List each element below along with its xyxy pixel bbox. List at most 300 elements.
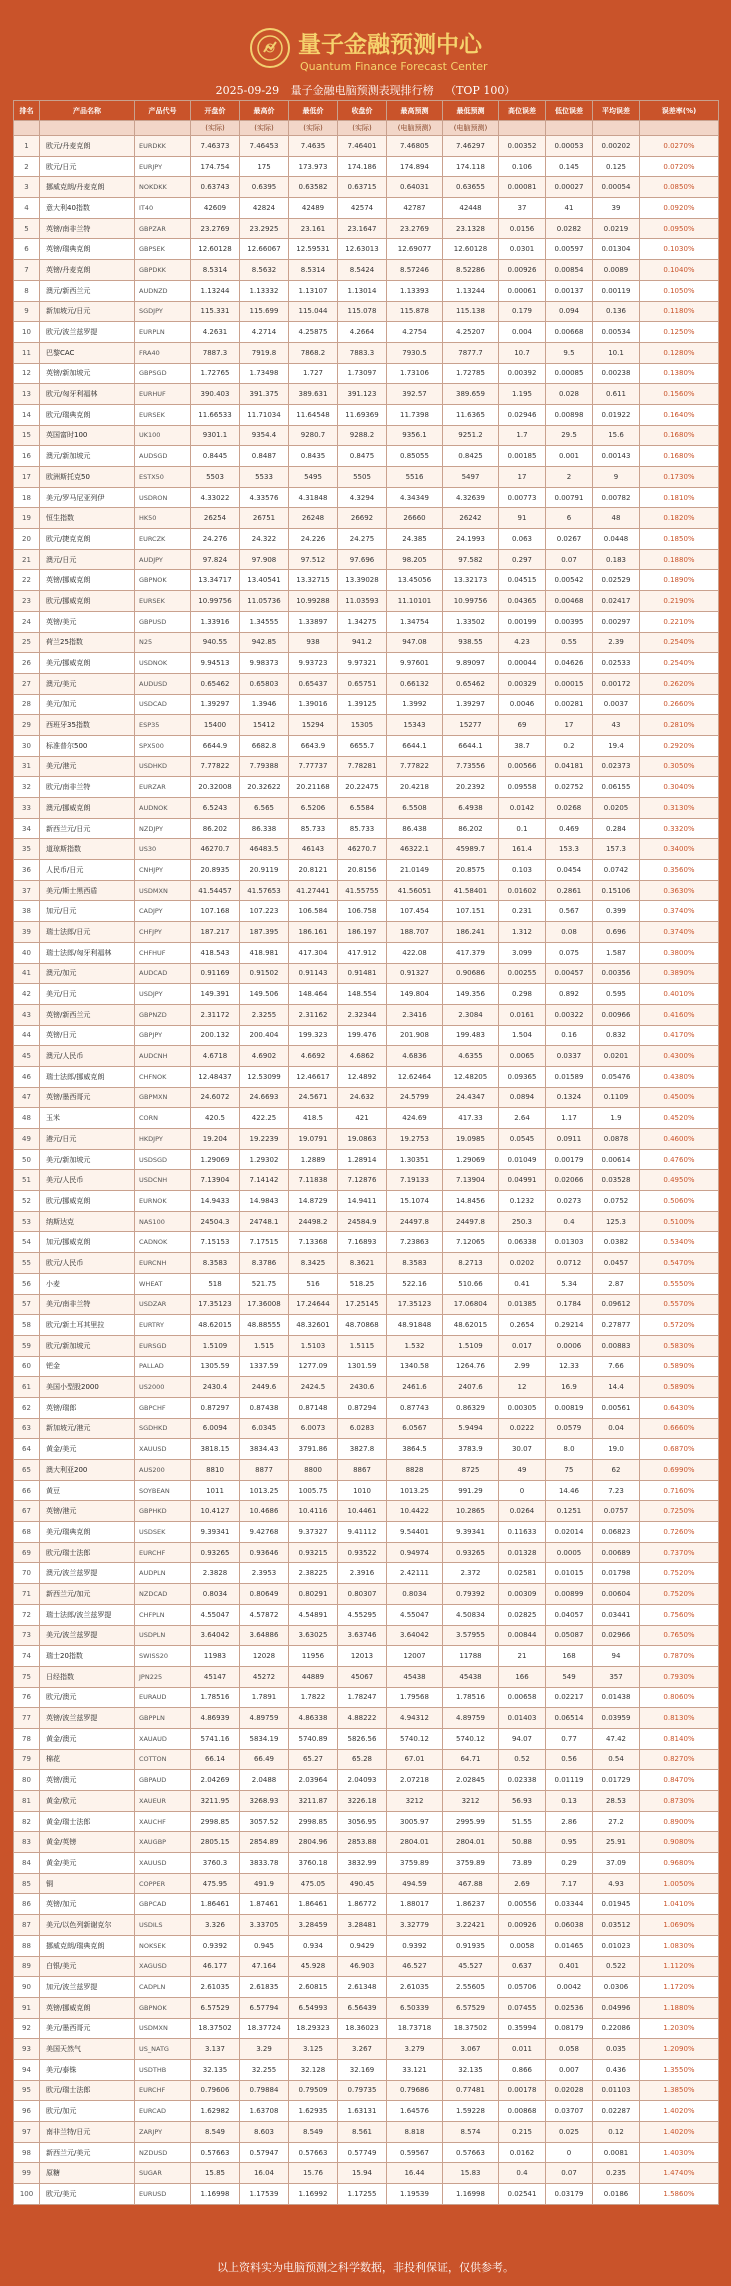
table-cell: 0.5890% xyxy=(640,1377,719,1398)
table-cell: 0.611 xyxy=(593,384,640,405)
table-cell: 2.38225 xyxy=(289,1563,338,1584)
table-cell: 49 xyxy=(499,1460,546,1481)
table-cell: ESP35 xyxy=(135,715,191,736)
table-cell: 0.945 xyxy=(240,1935,289,1956)
table-row xyxy=(14,1377,719,1398)
table-cell: 0.6660% xyxy=(640,1418,719,1439)
table-cell: 27.2 xyxy=(593,1811,640,1832)
table-cell: 0.00085 xyxy=(546,363,593,384)
table-cell: 24.1993 xyxy=(443,529,499,550)
table-cell: 0.52 xyxy=(499,1749,546,1770)
table-cell: NZDJPY xyxy=(135,818,191,839)
column-header: 高位误差 xyxy=(499,101,546,121)
table-cell: 6.0345 xyxy=(240,1418,289,1439)
table-cell: 14.9411 xyxy=(338,1191,387,1212)
table-cell: 0.63715 xyxy=(338,177,387,198)
table-cell: 20.22475 xyxy=(338,777,387,798)
table-cell: 0.87438 xyxy=(240,1397,289,1418)
table-cell: 64 xyxy=(14,1439,40,1460)
table-cell: EURSEK xyxy=(135,404,191,425)
table-cell: 0.3560% xyxy=(640,860,719,881)
table-cell: 瑞士20指数 xyxy=(40,1646,135,1667)
brand-name-cn: 量子金融预测中心 xyxy=(298,31,482,58)
table-cell: 65 xyxy=(14,1460,40,1481)
table-cell: 4.32639 xyxy=(443,487,499,508)
table-cell: 美国小型股2000 xyxy=(40,1377,135,1398)
table-cell: 95 xyxy=(14,2080,40,2101)
table-cell: 2804.96 xyxy=(289,1832,338,1853)
table-cell: 0.934 xyxy=(289,1935,338,1956)
table-cell: 0.595 xyxy=(593,984,640,1005)
table-cell: 28.53 xyxy=(593,1791,640,1812)
table-row xyxy=(14,694,719,715)
table-body xyxy=(14,136,719,2205)
table-cell: 港元/日元 xyxy=(40,1129,135,1150)
table-cell: 5741.16 xyxy=(191,1728,240,1749)
table-cell: 199.483 xyxy=(443,1025,499,1046)
table-cell: 0.7560% xyxy=(640,1604,719,1625)
table-row xyxy=(14,1273,719,1294)
table-cell: 46483.5 xyxy=(240,839,289,860)
table-cell: 2430.6 xyxy=(338,1377,387,1398)
table-cell: USDJPY xyxy=(135,984,191,1005)
table-cell: 475.95 xyxy=(191,1873,240,1894)
table-cell: 6 xyxy=(546,508,593,529)
table-cell: 瑞士法郎/匈牙利福林 xyxy=(40,942,135,963)
table-cell: 1.62982 xyxy=(191,2101,240,2122)
table-cell: 0.00322 xyxy=(546,1004,593,1025)
table-cell: 纳斯达克 xyxy=(40,1211,135,1232)
table-cell: 0.637 xyxy=(499,1956,546,1977)
table-cell: 149.804 xyxy=(387,984,443,1005)
table-cell: 0.0337 xyxy=(546,1046,593,1067)
table-cell: 2430.4 xyxy=(191,1377,240,1398)
table-cell: 24497.8 xyxy=(443,1211,499,1232)
table-cell: 0.0850% xyxy=(640,177,719,198)
table-cell: 0.63582 xyxy=(289,177,338,198)
table-cell: 26751 xyxy=(240,508,289,529)
table-cell: 0.2920% xyxy=(640,735,719,756)
table-cell: 0.00658 xyxy=(499,1687,546,1708)
table-cell: 0.00556 xyxy=(499,1894,546,1915)
table-cell: 0.9429 xyxy=(338,1935,387,1956)
table-cell: 0.01304 xyxy=(593,239,640,260)
table-row xyxy=(14,901,719,922)
table-row xyxy=(14,280,719,301)
table-cell: 161.4 xyxy=(499,839,546,860)
table-row xyxy=(14,1956,719,1977)
table-cell: 1.13107 xyxy=(289,280,338,301)
table-cell: 15.1074 xyxy=(387,1191,443,1212)
table-cell: 38.7 xyxy=(499,735,546,756)
column-subheader xyxy=(499,121,546,136)
table-cell: 瑞士法郎/挪威克朗 xyxy=(40,1066,135,1087)
table-cell: 12.4892 xyxy=(338,1066,387,1087)
table-cell: USDSGD xyxy=(135,1149,191,1170)
table-cell: 389.659 xyxy=(443,384,499,405)
table-cell: 6 xyxy=(14,239,40,260)
table-cell: 3212 xyxy=(387,1791,443,1812)
table-cell: 32.135 xyxy=(191,2059,240,2080)
table-cell: 0.00844 xyxy=(499,1625,546,1646)
table-cell: 8.549 xyxy=(191,2122,240,2143)
table-cell: 1.39297 xyxy=(443,694,499,715)
table-cell: 0.00119 xyxy=(593,280,640,301)
table-cell: NOKSEK xyxy=(135,1935,191,1956)
table-cell: 12.62464 xyxy=(387,1066,443,1087)
table-cell: 0.41 xyxy=(499,1273,546,1294)
table-cell: 96 xyxy=(14,2101,40,2122)
table-cell: 23.1328 xyxy=(443,218,499,239)
table-cell: 钯金 xyxy=(40,1356,135,1377)
table-cell: 0.231 xyxy=(499,901,546,922)
table-cell: 0.57749 xyxy=(338,2142,387,2163)
table-cell: 17.06804 xyxy=(443,1294,499,1315)
table-cell: 2.86 xyxy=(546,1811,593,1832)
table-cell: 0.02752 xyxy=(546,777,593,798)
table-cell: 41.56051 xyxy=(387,880,443,901)
table-cell: 417.33 xyxy=(443,1108,499,1129)
column-header: 最高价 xyxy=(240,101,289,121)
table-cell: 欧元/人民币 xyxy=(40,1253,135,1274)
table-cell: 2.42111 xyxy=(387,1563,443,1584)
table-cell: 1.195 xyxy=(499,384,546,405)
table-cell: 16 xyxy=(14,446,40,467)
table-cell: 6.5206 xyxy=(289,798,338,819)
table-cell: 0.007 xyxy=(546,2059,593,2080)
table-cell: 6.54993 xyxy=(289,1997,338,2018)
table-cell: 0.02536 xyxy=(546,1997,593,2018)
table-cell: 黄金/澳元 xyxy=(40,1728,135,1749)
table-cell: 0.0273 xyxy=(546,1191,593,1212)
table-cell: 15.76 xyxy=(289,2163,338,2184)
table-cell: 48 xyxy=(14,1108,40,1129)
table-cell: 0.91327 xyxy=(387,963,443,984)
table-cell: 1.62935 xyxy=(289,2101,338,2122)
table-cell: 0.0282 xyxy=(546,218,593,239)
table-cell: 3.64042 xyxy=(191,1625,240,1646)
table-cell: 157.3 xyxy=(593,839,640,860)
table-cell: 7.79388 xyxy=(240,756,289,777)
table-cell: 18 xyxy=(14,487,40,508)
table-cell: 71 xyxy=(14,1584,40,1605)
table-cell: GBPUSD xyxy=(135,611,191,632)
table-cell: 3.279 xyxy=(387,2039,443,2060)
table-cell: 99 xyxy=(14,2163,40,2184)
table-cell: 0.145 xyxy=(546,156,593,177)
table-cell: 24584.9 xyxy=(338,1211,387,1232)
table-cell: 107.151 xyxy=(443,901,499,922)
table-row xyxy=(14,218,719,239)
table-cell: 黄金/美元 xyxy=(40,1439,135,1460)
table-cell: 391.123 xyxy=(338,384,387,405)
table-cell: 0.00297 xyxy=(593,611,640,632)
table-cell: 199.476 xyxy=(338,1025,387,1046)
table-cell: 1.504 xyxy=(499,1025,546,1046)
table-cell: 0.00137 xyxy=(546,280,593,301)
table-cell: 澳元/人民币 xyxy=(40,1046,135,1067)
table-cell: 0.00868 xyxy=(499,2101,546,2122)
table-cell: 2.0488 xyxy=(240,1770,289,1791)
table-row xyxy=(14,591,719,612)
table-cell: GBPSEK xyxy=(135,239,191,260)
table-cell: 4.55047 xyxy=(387,1604,443,1625)
table-cell: 2805.15 xyxy=(191,1832,240,1853)
table-cell: 1.34555 xyxy=(240,611,289,632)
table-row xyxy=(14,1687,719,1708)
table-cell: 0.00255 xyxy=(499,963,546,984)
column-subheader xyxy=(593,121,640,136)
table-cell: 8867 xyxy=(338,1460,387,1481)
table-cell: 0.2620% xyxy=(640,673,719,694)
table-row xyxy=(14,1625,719,1646)
table-cell: 0.8445 xyxy=(191,446,240,467)
table-cell: EURCHF xyxy=(135,1542,191,1563)
table-cell: 1.3850% xyxy=(640,2080,719,2101)
table-cell: 17.36008 xyxy=(240,1294,289,1315)
table-row xyxy=(14,2018,719,2039)
table-cell: 美元/罗马尼亚列伊 xyxy=(40,487,135,508)
table-cell: 7.19133 xyxy=(387,1170,443,1191)
table-cell: 0.02217 xyxy=(546,1687,593,1708)
table-cell: 68 xyxy=(14,1522,40,1543)
table-cell: 2461.6 xyxy=(387,1377,443,1398)
table-cell: 8.52286 xyxy=(443,260,499,281)
table-cell: US2000 xyxy=(135,1377,191,1398)
table-cell: 0.06155 xyxy=(593,777,640,798)
table-cell: 0.235 xyxy=(593,2163,640,2184)
table-cell: 7887.3 xyxy=(191,342,240,363)
table-cell: 9.98373 xyxy=(240,653,289,674)
table-cell: 391.375 xyxy=(240,384,289,405)
table-cell: 10.99756 xyxy=(191,591,240,612)
table-cell: 201.908 xyxy=(387,1025,443,1046)
table-cell: 19.0 xyxy=(593,1439,640,1460)
table-cell: 2853.88 xyxy=(338,1832,387,1853)
table-row xyxy=(14,1604,719,1625)
table-cell: 4.86939 xyxy=(191,1708,240,1729)
table-row xyxy=(14,1253,719,1274)
table-cell: 3.125 xyxy=(289,2039,338,2060)
table-cell: 7.66 xyxy=(593,1356,640,1377)
table-cell: 0.0712 xyxy=(546,1253,593,1274)
table-cell: 3.22421 xyxy=(443,1915,499,1936)
table-cell: 0.7930% xyxy=(640,1666,719,1687)
table-cell: 0.00395 xyxy=(546,611,593,632)
table-cell: 英镑/加元 xyxy=(40,1894,135,1915)
table-cell: 0.5550% xyxy=(640,1273,719,1294)
table-cell: GBPDKK xyxy=(135,260,191,281)
table-cell: 5495 xyxy=(289,467,338,488)
table-cell: 9.97601 xyxy=(387,653,443,674)
table-cell: 67.01 xyxy=(387,1749,443,1770)
table-cell: CADPLN xyxy=(135,1977,191,1998)
column-subheader: (实际) xyxy=(338,121,387,136)
table-cell: 8 xyxy=(14,280,40,301)
table-cell: 8.3583 xyxy=(191,1253,240,1274)
table-cell: 0.05706 xyxy=(499,1977,546,1998)
table-cell: 42609 xyxy=(191,198,240,219)
table-cell: 0.00468 xyxy=(546,591,593,612)
table-cell: 0.00899 xyxy=(546,1584,593,1605)
table-cell: 30.07 xyxy=(499,1439,546,1460)
table-cell: 0.00053 xyxy=(546,136,593,157)
table-cell: 美国天然气 xyxy=(40,2039,135,2060)
table-cell: 1.7822 xyxy=(289,1687,338,1708)
table-cell: 0.65803 xyxy=(240,673,289,694)
table-cell: 61 xyxy=(14,1377,40,1398)
table-cell: 1.30351 xyxy=(387,1149,443,1170)
table-cell: 17 xyxy=(14,467,40,488)
table-cell: 欧元/挪威克朗 xyxy=(40,591,135,612)
table-cell: 45438 xyxy=(443,1666,499,1687)
table-cell: 21.0149 xyxy=(387,860,443,881)
table-cell: EURJPY xyxy=(135,156,191,177)
table-cell: 英镑/波兰兹罗提 xyxy=(40,1708,135,1729)
table-cell: 0.2861 xyxy=(546,880,593,901)
table-cell: 0.6430% xyxy=(640,1397,719,1418)
table-header-row xyxy=(14,101,719,121)
table-cell: 20.8156 xyxy=(338,860,387,881)
table-cell: JPN225 xyxy=(135,1666,191,1687)
table-cell: 522.16 xyxy=(387,1273,443,1294)
table-cell: 0.8435 xyxy=(289,446,338,467)
table-cell: 200.404 xyxy=(240,1025,289,1046)
table-cell: 0.1050% xyxy=(640,280,719,301)
table-cell: 英镑/日元 xyxy=(40,1025,135,1046)
table-cell: 8.3786 xyxy=(240,1253,289,1274)
table-cell: 0.87148 xyxy=(289,1397,338,1418)
table-cell: 0.57663 xyxy=(289,2142,338,2163)
table-cell: 21 xyxy=(499,1646,546,1667)
table-cell: 2998.85 xyxy=(191,1811,240,1832)
table-cell: 0.65462 xyxy=(191,673,240,694)
column-header: 产品代号 xyxy=(135,101,191,121)
table-cell: 16.9 xyxy=(546,1377,593,1398)
table-cell: 97.908 xyxy=(240,549,289,570)
table-cell: 0.57947 xyxy=(240,2142,289,2163)
table-cell: AUDNZD xyxy=(135,280,191,301)
table-cell: 0.3800% xyxy=(640,942,719,963)
table-cell: 24497.8 xyxy=(387,1211,443,1232)
table-row xyxy=(14,467,719,488)
table-cell: 3864.5 xyxy=(387,1439,443,1460)
table-cell: 2.61035 xyxy=(387,1977,443,1998)
table-cell: 19.4 xyxy=(593,735,640,756)
table-cell: 15412 xyxy=(240,715,289,736)
table-cell: 0.7650% xyxy=(640,1625,719,1646)
table-cell: 98 xyxy=(14,2142,40,2163)
table-cell: 0.01729 xyxy=(593,1770,640,1791)
table-row xyxy=(14,156,719,177)
table-cell: EURDKK xyxy=(135,136,191,157)
table-cell: XAUGBP xyxy=(135,1832,191,1853)
table-cell: GBPCAD xyxy=(135,1894,191,1915)
table-row xyxy=(14,570,719,591)
table-cell: 5505 xyxy=(338,467,387,488)
table-cell: XAUAUD xyxy=(135,1728,191,1749)
table-cell: 15400 xyxy=(191,715,240,736)
table-cell: 7.11838 xyxy=(289,1170,338,1191)
table-cell: 0.2540% xyxy=(640,632,719,653)
table-cell: 7.23863 xyxy=(387,1232,443,1253)
table-cell: 0.01303 xyxy=(546,1232,593,1253)
table-cell: 14.9433 xyxy=(191,1191,240,1212)
table-cell: 46322.1 xyxy=(387,839,443,860)
table-row xyxy=(14,1149,719,1170)
table-cell: 25.91 xyxy=(593,1832,640,1853)
table-cell: 0.08179 xyxy=(546,2018,593,2039)
table-cell: 4.89759 xyxy=(443,1708,499,1729)
table-cell: 0.017 xyxy=(499,1335,546,1356)
table-cell: 0.7370% xyxy=(640,1542,719,1563)
table-cell: 15.83 xyxy=(443,2163,499,2184)
table-cell: 1.1120% xyxy=(640,1956,719,1977)
table-cell: CHFJPY xyxy=(135,922,191,943)
table-cell: 0.522 xyxy=(593,1956,640,1977)
table-row xyxy=(14,2059,719,2080)
table-row xyxy=(14,880,719,901)
table-cell: 1.72765 xyxy=(191,363,240,384)
table-cell: 11.10101 xyxy=(387,591,443,612)
table-cell: 4.54891 xyxy=(289,1604,338,1625)
table-cell: 美元/新加坡元 xyxy=(40,1149,135,1170)
table-cell: 20.32008 xyxy=(191,777,240,798)
table-cell: 24.276 xyxy=(191,529,240,550)
table-cell: 43 xyxy=(14,1004,40,1025)
table-cell: 0.00305 xyxy=(499,1397,546,1418)
table-cell: 澳元/新加坡元 xyxy=(40,446,135,467)
table-cell: 186.241 xyxy=(443,922,499,943)
table-cell: 15277 xyxy=(443,715,499,736)
table-row xyxy=(14,1997,719,2018)
table-cell: 26 xyxy=(14,653,40,674)
table-cell: 24.322 xyxy=(240,529,289,550)
table-cell: 2.31172 xyxy=(191,1004,240,1025)
table-cell: SUGAR xyxy=(135,2163,191,2184)
table-cell: 0.00966 xyxy=(593,1004,640,1025)
table-row xyxy=(14,1749,719,1770)
table-cell: 1.88017 xyxy=(387,1894,443,1915)
table-cell: 47 xyxy=(14,1087,40,1108)
table-cell: 0.5570% xyxy=(640,1294,719,1315)
table-cell: 1.13393 xyxy=(387,280,443,301)
table-cell: 0.00926 xyxy=(499,260,546,281)
table-cell: 0.0162 xyxy=(499,2142,546,2163)
table-cell: 9.97321 xyxy=(338,653,387,674)
table-row xyxy=(14,1791,719,1812)
table-cell: 0.1040% xyxy=(640,260,719,281)
table-cell: 46.527 xyxy=(387,1956,443,1977)
table-cell: 15 xyxy=(14,425,40,446)
table-cell: 35 xyxy=(14,839,40,860)
table-cell: COPPER xyxy=(135,1873,191,1894)
table-cell: 65.28 xyxy=(338,1749,387,1770)
table-cell: 11788 xyxy=(443,1646,499,1667)
table-cell: 5497 xyxy=(443,467,499,488)
table-cell: 欧元/捷克克朗 xyxy=(40,529,135,550)
table-cell: 18.37502 xyxy=(191,2018,240,2039)
table-cell: 0.06038 xyxy=(546,1915,593,1936)
table-cell: 0.075 xyxy=(546,942,593,963)
table-cell: 10.4686 xyxy=(240,1501,289,1522)
table-row xyxy=(14,2039,719,2060)
table-cell: 0.183 xyxy=(593,549,640,570)
table-cell: 392.57 xyxy=(387,384,443,405)
table-cell: USDTHB xyxy=(135,2059,191,2080)
table-cell: 0.8730% xyxy=(640,1791,719,1812)
table-cell: 149.356 xyxy=(443,984,499,1005)
